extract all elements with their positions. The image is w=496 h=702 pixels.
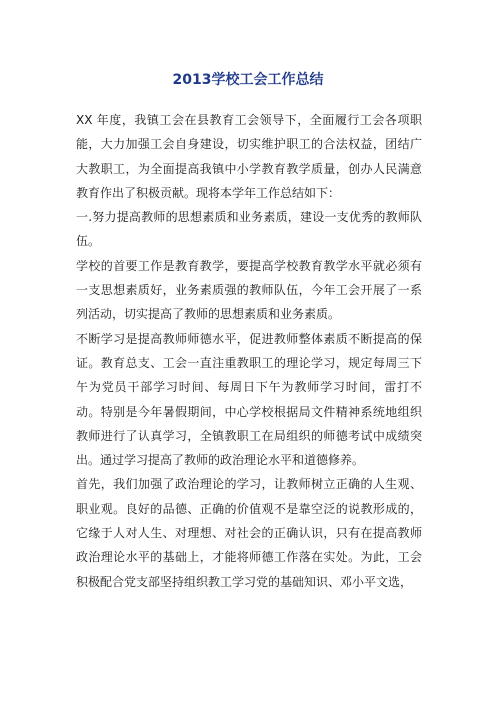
document-title: 2013学校工会工作总结 [172,72,324,88]
paragraph-intro: XX 年度，我镇工会在县教育工会领导下，全面履行工会各项职能，大力加强工会自身建设，切实维护职工的合法权益，团结广大教职工，为全面提高我镇中小学教育教学质量，创办人民满意教育作出了积极贡献。现将本学年工作总结如下： [76,113,422,200]
paragraph-section-heading: 一.努力提高教师的思想素质和业务素质，建设一支优秀的教师队伍。 [76,210,422,249]
document-body [76,108,422,594]
paragraph-continuous-learning: 不断学习是提高教师师德水平，促进教师整体素质不断提高的保证。教育总支、工会一直注重教职工的理论学习，规定每周三下午为党员干部学习时间、每周日下午为教师学习时间，雷打不动。特别是今年暑假期间，中心学校根据局文件精神系统地组织教师进行了认真学习，全镇教职工在局组织的师德考试中成绩突出。通过学习提高了教师的政治理论水平和道德修养。 [76,331,422,468]
paragraph-teaching-quality: 学校的首要工作是教育教学，要提高学校教育教学水平就必须有一支思想素质好，业务素质强的教师队伍，今年工会开展了一系列活动，切实提高了教师的思想素质和业务素质。 [76,258,422,322]
paragraph-political-theory: 首先，我们加强了政治理论的学习，让教师树立正确的人生观、职业观。良好的品德、正确的价值观不是靠空泛的说教形成的，它缘于人对人生、对理想、对社会的正确认识，只有在提高教师政治理论水平的基础上，才能将师德工作落在实处。为此，工会积极配合党支部坚持组织教工学习党的基础知识、邓小平文选， [76,477,422,589]
